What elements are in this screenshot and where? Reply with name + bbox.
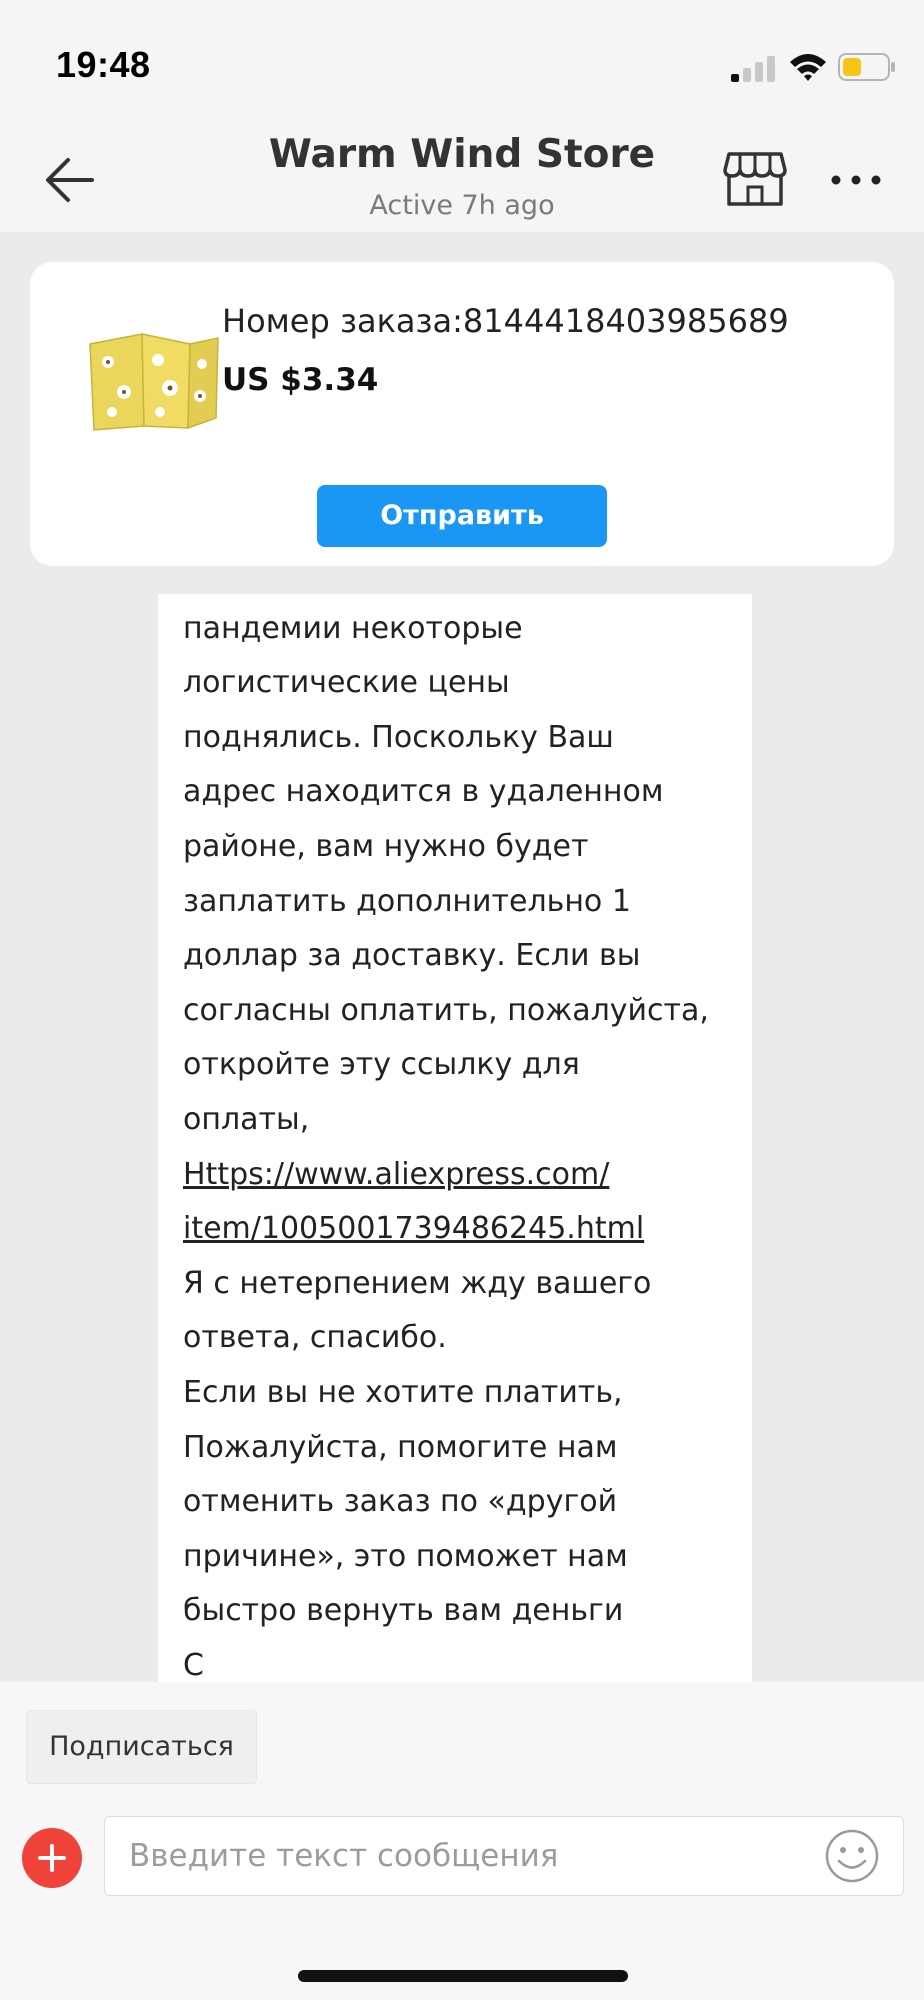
emoji-icon[interactable] bbox=[824, 1828, 880, 1884]
message-text bbox=[183, 547, 752, 1682]
store-icon[interactable] bbox=[723, 150, 787, 208]
message-line: ответа, спасибо. bbox=[183, 1320, 447, 1356]
order-card-container bbox=[0, 232, 924, 594]
message-line: адрес находится в удаленном bbox=[183, 774, 664, 810]
status-bar bbox=[0, 0, 924, 120]
message-line: доллар за доставку. Если вы bbox=[183, 938, 641, 974]
store-title[interactable]: Warm Wind Store bbox=[268, 132, 656, 177]
message-line: Если вы не хотите платить, bbox=[183, 1374, 623, 1410]
message-line: согласны оплатить, пожалуйста, bbox=[183, 992, 709, 1028]
bottom-bar bbox=[0, 1682, 924, 2000]
status-time: 19:48 bbox=[56, 44, 151, 85]
product-thumbnail[interactable] bbox=[72, 304, 232, 444]
message-line: Пожалуйста, помогите нам bbox=[183, 1429, 618, 1465]
message-line: отменить заказ по «другой bbox=[183, 1484, 618, 1520]
message-line: поднялись. Поскольку Ваш bbox=[183, 719, 614, 755]
order-price: US $3.34 bbox=[222, 362, 379, 398]
store-active-status: Active 7h ago bbox=[369, 190, 555, 221]
battery-icon bbox=[838, 52, 896, 82]
send-order-button[interactable]: Отправить bbox=[317, 485, 607, 547]
message-line: логистические цены bbox=[183, 665, 510, 701]
message-line: откройте эту ссылку для bbox=[183, 1047, 580, 1083]
payment-link[interactable]: Https://www.aliexpress.com/ bbox=[183, 1156, 610, 1192]
message-line: Я с нетерпением жду вашего bbox=[183, 1265, 652, 1301]
message-line: заплатить дополнительно 1 bbox=[183, 883, 631, 919]
payment-link[interactable]: item/1005001739486245.html bbox=[183, 1211, 645, 1247]
message-line: районе, вам нужно будет bbox=[183, 828, 589, 864]
message-line: С bbox=[183, 1647, 204, 1682]
signal-icon bbox=[731, 56, 777, 82]
home-indicator bbox=[298, 1970, 628, 1982]
message-line: пандемии некоторые bbox=[183, 610, 523, 646]
order-card[interactable] bbox=[30, 262, 894, 566]
chat-area[interactable] bbox=[0, 232, 924, 1682]
message-line: быстро вернуть вам деньги bbox=[183, 1593, 624, 1629]
wifi-icon bbox=[788, 52, 828, 82]
message-input[interactable] bbox=[104, 1816, 904, 1896]
chat-header bbox=[0, 120, 924, 232]
subscribe-button[interactable]: Подписаться bbox=[26, 1710, 257, 1784]
message-bubble bbox=[158, 547, 752, 1682]
more-icon[interactable] bbox=[828, 160, 884, 200]
message-line: оплаты, bbox=[183, 1101, 310, 1137]
order-number: Номер заказа:8144418403985689 bbox=[222, 302, 789, 340]
message-line: причине», это поможет нам bbox=[183, 1538, 628, 1574]
add-icon[interactable] bbox=[22, 1828, 82, 1888]
